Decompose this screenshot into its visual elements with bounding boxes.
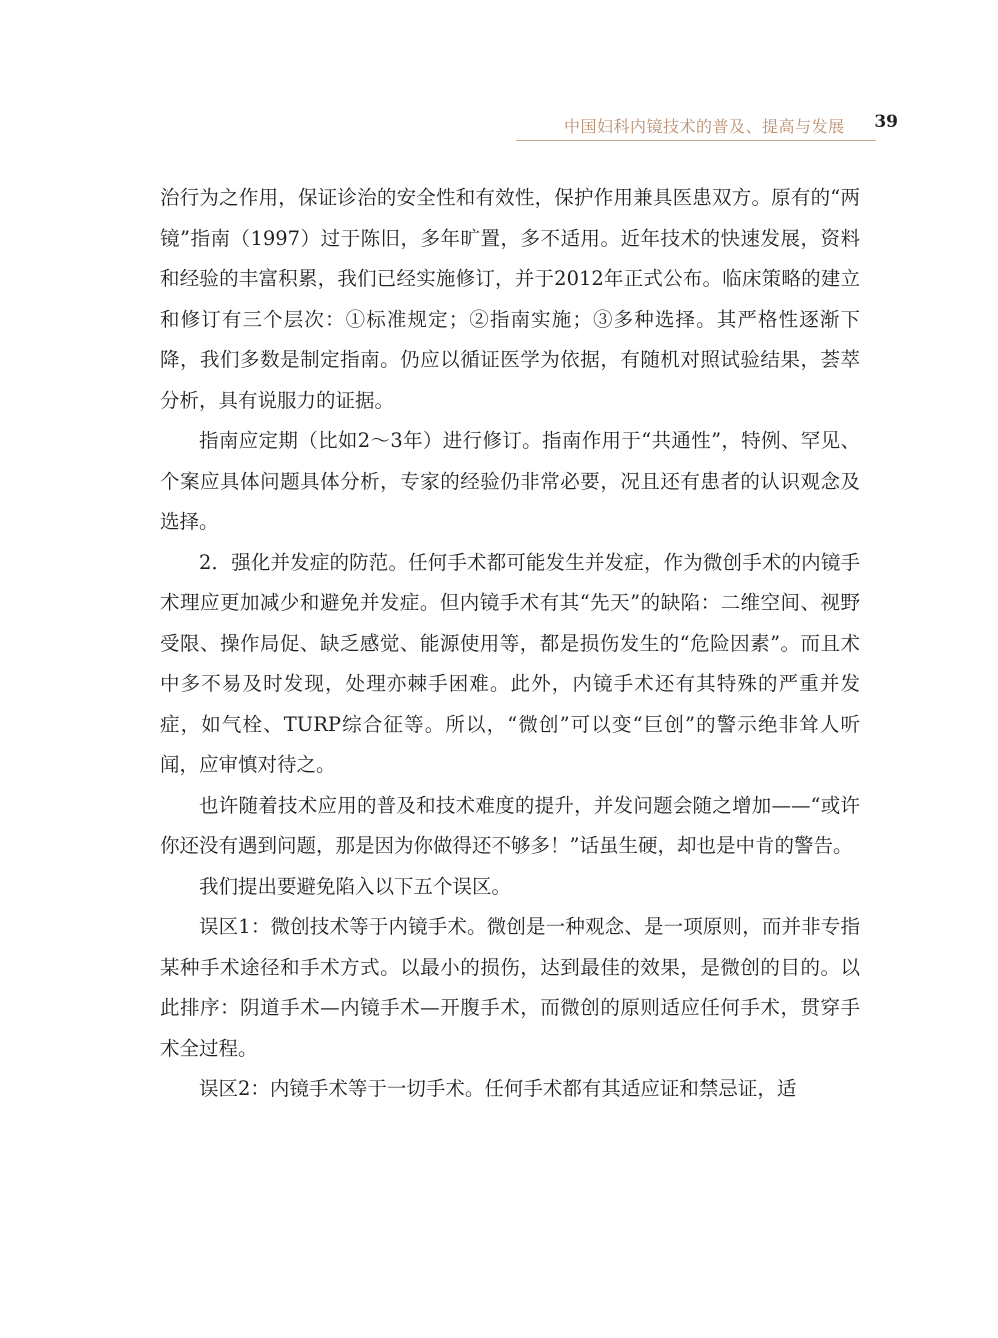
header-divider: [516, 140, 876, 141]
page-number: 39: [874, 112, 898, 132]
paragraph-continued: 治行为之作用，保证诊治的安全性和有效性，保护作用兼具医患双方。原有的“两镜”指南（1997）过于陈旧，多年旷置，多不适用。近年技术的快速发展，资料和经验的丰富积累，我们已经实施修订，并于2012年正式公布。临床策略的建立和修订有三个层次：①标准规定；②指南实施；③多种选择。其严格性逐渐下降，我们多数是制定指南。仍应以循证医学为依据，有随机对照试验结果，荟萃分析，具有说服力的证据。: [160, 186, 860, 412]
running-header: [516, 112, 902, 142]
running-header-title: 中国妇科内镜技术的普及、提高与发展: [564, 117, 845, 136]
paragraph-misconception-2: 误区2：内镜手术等于一切手术。任何手术都有其适应证和禁忌证，适: [199, 1077, 797, 1100]
body-text: [160, 178, 860, 1110]
paragraph-complication-warning: 也许随着技术应用的普及和技术难度的提升，并发问题会随之增加——“或许你还没有遇到问题，那是因为你做得还不够多！”话虽生硬，却也是中肯的警告。: [160, 793, 860, 857]
paragraph-guideline-revision: 指南应定期（比如2～3年）进行修订。指南作用于“共通性”，特例、罕见、个案应具体问题具体分析，专家的经验仍非常必要，况且还有患者的认识观念及选择。: [160, 429, 860, 533]
paragraph-five-misconceptions: 我们提出要避免陷入以下五个误区。: [199, 874, 512, 898]
paragraph-complication-prevention: 2．强化并发症的防范。任何手术都可能发生并发症，作为微创手术的内镜手术理应更加减少和避免并发症。但内镜手术有其“先天”的缺陷：二维空间、视野受限、操作局促、缺乏感觉、能源使用等，都是损伤发生的“危险因素”。而且术中多不易及时发现，处理亦棘手困难。此外，内镜手术还有其特殊的严重并发症，如气栓、TURP综合征等。所以，“微创”可以变“巨创”的警示绝非耸人听闻，应审慎对待之。: [160, 550, 860, 776]
paragraph-misconception-1: 误区1：微创技术等于内镜手术。微创是一种观念、是一项原则，而并非专指某种手术途径和手术方式。以最小的损伤，达到最佳的效果，是微创的目的。以此排序：阴道手术—内镜手术—开腹手术，而微创的原则适应任何手术，贯穿手术全过程。: [160, 915, 860, 1060]
